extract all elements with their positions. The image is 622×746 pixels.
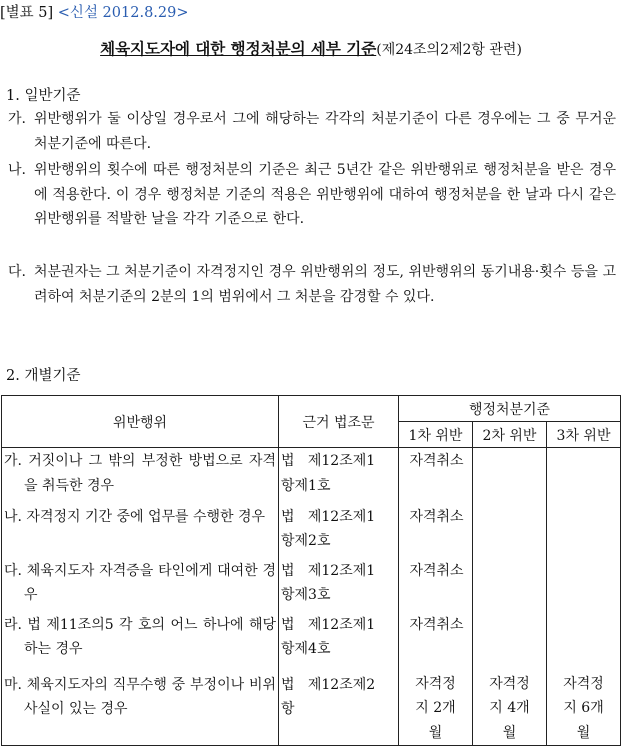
second-penalty	[473, 504, 546, 505]
first-penalty: 자격취소	[409, 616, 464, 633]
table-row	[2, 504, 621, 558]
third-penalty: 자격정지 6개월	[563, 675, 604, 741]
second-penalty	[473, 612, 546, 613]
title-main: 체육지도자에 대한 행정처분의 세부 기준	[100, 40, 377, 58]
violation-cell: 나. 자격정지 기간 중에 업무를 수행한 경우	[4, 508, 266, 525]
third-penalty	[547, 448, 620, 449]
table-row	[2, 612, 621, 672]
third-penalty	[547, 612, 620, 613]
violation-cell: 마. 체육지도자의 직무수행 중 부정이나 비위사실이 있는 경우	[4, 676, 276, 717]
violation-cell: 다. 체육지도자 자격증을 타인에게 대여한 경우	[4, 562, 276, 603]
general-item-a	[8, 107, 616, 156]
individual-heading: 2. 개별기준	[6, 368, 81, 384]
first-penalty: 자격정지 2개월	[415, 675, 456, 741]
basis-line1: 법 제12조제2	[281, 676, 376, 693]
header-penalty-group: 행정처분기준	[399, 396, 621, 422]
general-item-b	[8, 158, 616, 232]
item-mark: 다.	[8, 264, 26, 280]
basis-line1: 법 제12조제1	[281, 453, 376, 469]
first-penalty: 자격취소	[409, 508, 464, 525]
basis-line1: 법 제12조제1	[281, 616, 376, 633]
annex-label: [별표 5]	[0, 5, 54, 21]
general-item-c	[8, 260, 616, 309]
document-header	[0, 1, 189, 22]
table-row	[2, 672, 621, 746]
third-penalty	[547, 558, 620, 559]
first-penalty: 자격취소	[409, 453, 464, 469]
header-third: 3차 위반	[547, 422, 621, 448]
violation-cell: 라. 법 제11조의5 각 호의 어느 하나에 해당하는 경우	[4, 616, 276, 657]
title-reference: (제24조의2제2항 관련)	[376, 42, 522, 58]
basis-line2: 항제3호	[281, 587, 331, 603]
revision-note: <신설 2012.8.29>	[57, 5, 189, 21]
item-text: 위반행위의 횟수에 따른 행정처분의 기준은 최근 5년간 같은 위반행위로 행정처분을 받은 경우에 적용한다. 이 경우 행정처분 기준의 적용은 위반행위에 대하여 행정처분을 한 날과 다시 같은 위반행위를 적발한 날을 각각 기준으로 한다.	[34, 162, 616, 227]
table-row	[2, 448, 621, 504]
item-text: 위반행위가 둘 이상일 경우로서 그에 해당하는 각각의 처분기준이 다른 경우에는 그 중 무거운 처분기준에 따른다.	[34, 111, 616, 152]
basis-line2: 항제1호	[281, 477, 331, 494]
second-penalty	[473, 448, 546, 449]
second-penalty	[473, 558, 546, 559]
header-violation: 위반행위	[2, 396, 279, 448]
first-penalty: 자격취소	[409, 562, 464, 579]
item-text: 처분권자는 그 처분기준이 자격정지인 경우 위반행위의 정도, 위반행위의 동기내용·횟수 등을 고려하여 처분기준의 2분의 1의 범위에서 그 처분을 감경할 수 있다.	[34, 264, 616, 305]
item-mark: 가.	[8, 111, 26, 127]
basis-line2: 항	[281, 701, 295, 717]
page-title	[0, 37, 622, 59]
third-penalty	[547, 504, 620, 505]
basis-line1: 법 제12조제1	[281, 562, 376, 579]
table-row	[2, 558, 621, 612]
header-first: 1차 위반	[399, 422, 473, 448]
basis-line1: 법 제12조제1	[281, 508, 376, 525]
header-basis: 근거 법조문	[279, 396, 399, 448]
penalty-table	[1, 395, 621, 746]
second-penalty: 자격정지 4개월	[489, 675, 530, 741]
general-heading: 1. 일반기준	[6, 88, 81, 104]
basis-line2: 항제4호	[281, 641, 331, 657]
header-second: 2차 위반	[473, 422, 547, 448]
item-mark: 나.	[8, 162, 26, 178]
basis-line2: 항제2호	[281, 533, 331, 549]
violation-cell: 가. 거짓이나 그 밖의 부정한 방법으로 자격을 취득한 경우	[4, 453, 276, 494]
